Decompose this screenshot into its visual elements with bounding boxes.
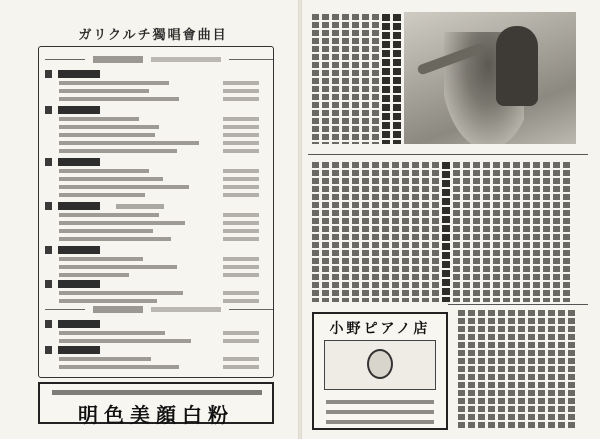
article-text-columns [312,162,570,302]
singer-photograph [404,12,576,144]
program-item [45,105,267,155]
piano-shop-advertisement [312,312,448,430]
program-item [45,245,267,279]
program-item [45,201,267,243]
program-item [45,319,267,345]
intro-text-columns [312,14,401,144]
cosmetic-ad-subline [52,390,262,395]
night-two-label [93,306,143,313]
program-item [45,279,267,305]
shop-name: 小野ピアノ店 [329,321,431,337]
night-one-heading [39,53,273,65]
cosmetic-ad-title: 明色美顔白粉 [78,403,234,427]
program-box [38,46,274,378]
divider [448,304,588,305]
center-fold [298,0,302,439]
left-page [14,6,292,432]
program-item [45,157,267,199]
shop-emblem-panel [324,340,436,390]
closing-text-columns [458,310,575,430]
night-one-label [93,56,143,63]
night-two-heading [39,303,273,315]
right-page [308,6,588,432]
piano-emblem-icon [367,349,393,379]
program-item [45,345,267,371]
program-title: ガリクルチ獨唱會曲目 [78,28,228,43]
program-item [45,69,267,103]
divider [308,154,588,155]
cosmetic-advertisement [38,382,274,427]
